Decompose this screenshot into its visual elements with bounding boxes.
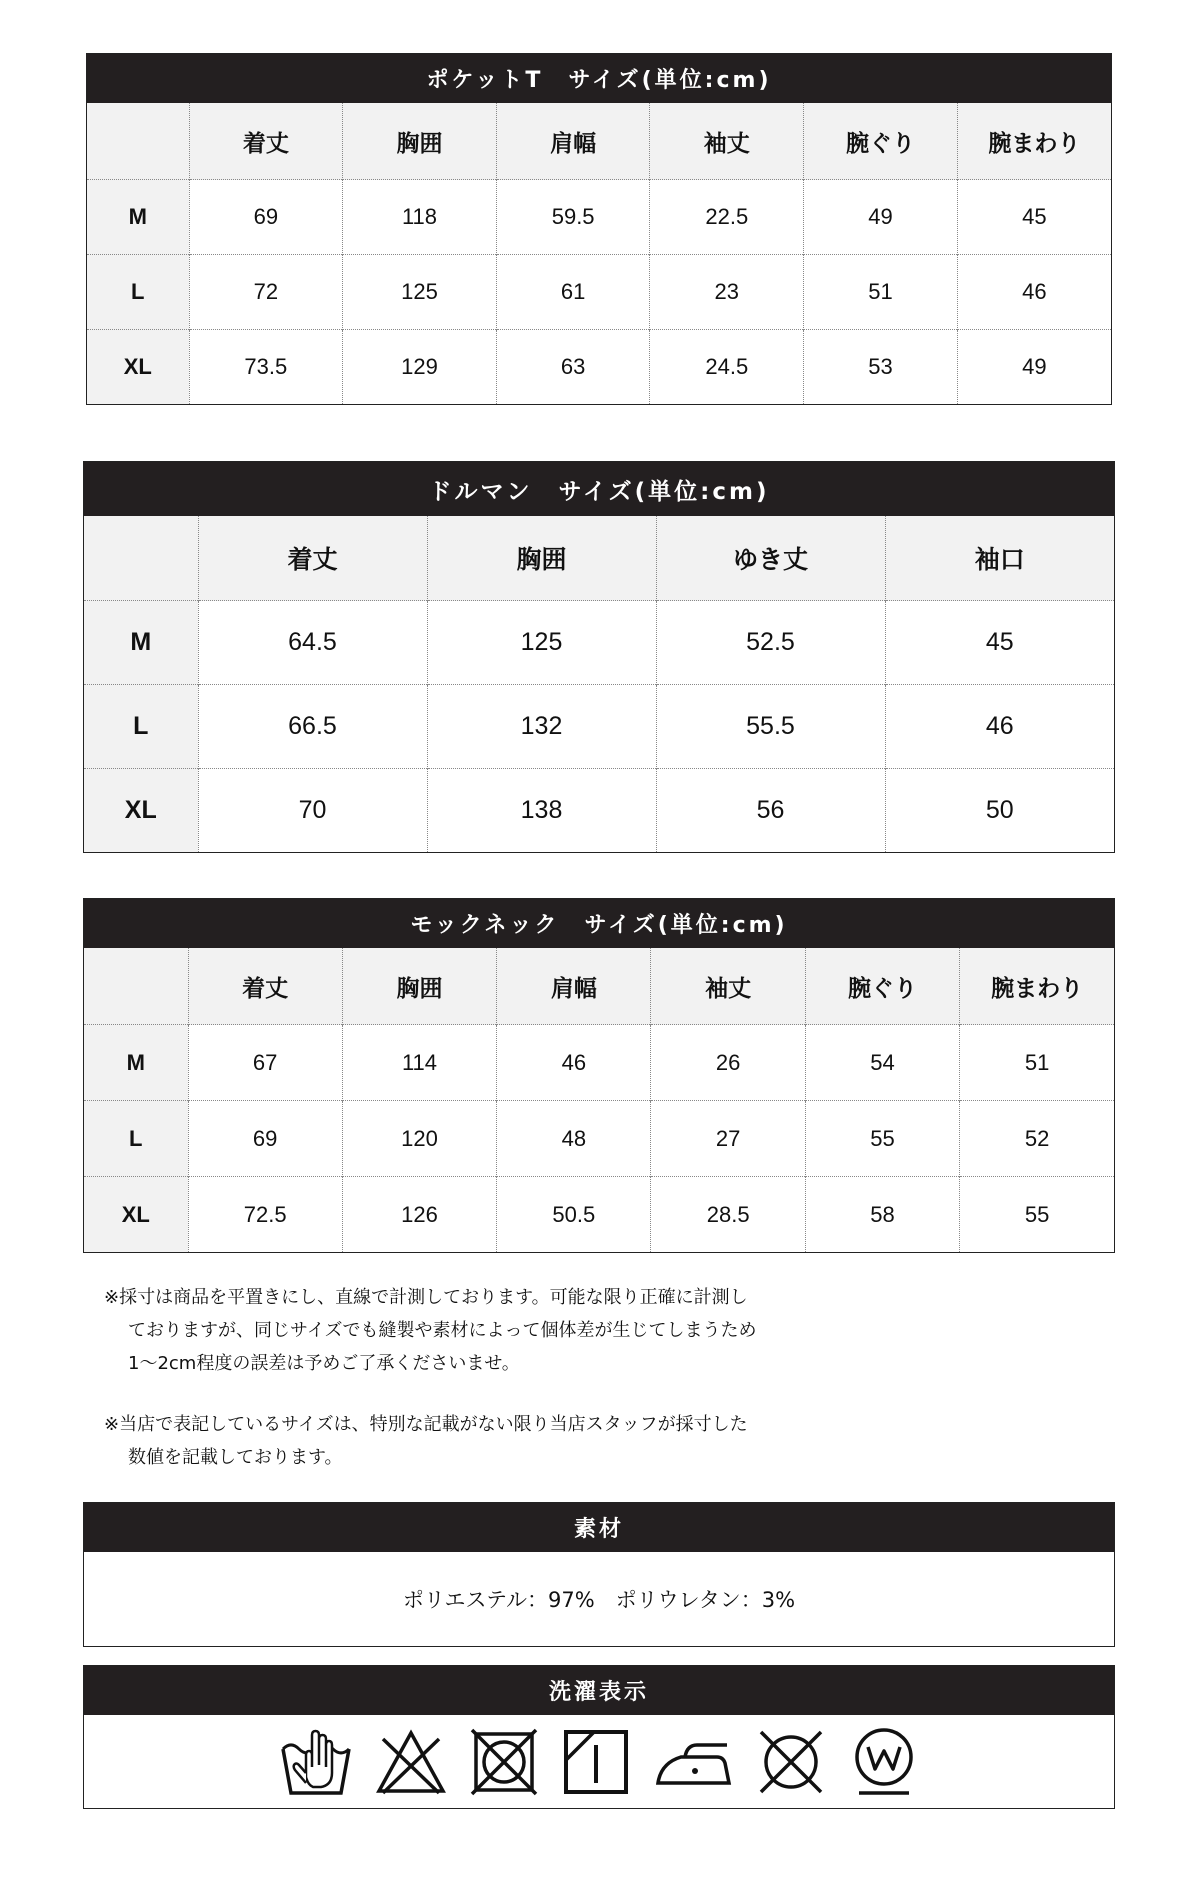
dolman-size-table (83, 461, 1115, 853)
size-label: L (87, 255, 189, 330)
header-cell: 肩幅 (496, 103, 650, 180)
size-label: M (84, 1025, 188, 1101)
table-cell: 54 (805, 1025, 959, 1101)
table-cell: 51 (804, 255, 958, 330)
table-header-row (84, 948, 1114, 1025)
table-row (87, 330, 1111, 405)
header-cell: 腕まわり (960, 948, 1114, 1025)
size-note (104, 1408, 748, 1474)
table-cell: 45 (885, 601, 1114, 685)
note-line: ※当店で表記しているサイズは、特別な記載がない限り当店スタッフが採寸した (104, 1414, 748, 1435)
low-iron-icon (653, 1727, 733, 1797)
table-cell: 61 (496, 255, 650, 330)
table-cell: 56 (656, 769, 885, 853)
table-header-row (84, 516, 1114, 601)
table-cell: 52.5 (656, 601, 885, 685)
table-header-row (87, 103, 1111, 180)
washing-block (83, 1665, 1115, 1809)
material-text: ポリエステル：97% ポリウレタン：3% (402, 1588, 796, 1612)
header-cell-blank (84, 516, 198, 601)
pocket-t-title: ポケットT サイズ(単位:cm) (87, 54, 1111, 103)
table-cell: 69 (189, 180, 343, 255)
table-cell: 114 (342, 1025, 496, 1101)
size-label: XL (87, 330, 189, 405)
no-tumble-dry-icon (469, 1727, 539, 1797)
table-cell: 28.5 (651, 1177, 805, 1253)
table-cell: 69 (188, 1101, 342, 1177)
washing-title: 洗濯表示 (84, 1666, 1114, 1715)
table-cell: 50.5 (497, 1177, 651, 1253)
table-cell: 55.5 (656, 685, 885, 769)
header-cell: 肩幅 (497, 948, 651, 1025)
mockneck-title: モックネック サイズ(単位:cm) (84, 899, 1114, 948)
header-cell: 腕まわり (957, 103, 1111, 180)
table-cell: 72.5 (188, 1177, 342, 1253)
material-block (83, 1502, 1115, 1647)
table-cell: 55 (805, 1101, 959, 1177)
header-cell: 着丈 (198, 516, 427, 601)
size-label: M (87, 180, 189, 255)
table-cell: 55 (960, 1177, 1114, 1253)
header-cell: 腕ぐり (804, 103, 958, 180)
table-cell: 53 (804, 330, 958, 405)
header-cell: 着丈 (188, 948, 342, 1025)
table-cell: 49 (804, 180, 958, 255)
table-cell: 46 (885, 685, 1114, 769)
wet-clean-icon (849, 1725, 919, 1799)
hand-wash-icon (279, 1727, 353, 1797)
header-cell: 着丈 (189, 103, 343, 180)
note-line: 数値を記載しております。 (128, 1447, 343, 1468)
table-cell: 26 (651, 1025, 805, 1101)
table-cell: 118 (343, 180, 497, 255)
size-label: XL (84, 769, 198, 853)
table-row (84, 685, 1114, 769)
table-cell: 70 (198, 769, 427, 853)
table-cell: 24.5 (650, 330, 804, 405)
table-cell: 72 (189, 255, 343, 330)
measurement-note (104, 1281, 757, 1380)
table-cell: 126 (342, 1177, 496, 1253)
mockneck-table (84, 948, 1114, 1252)
size-label: L (84, 1101, 188, 1177)
header-cell-blank (84, 948, 188, 1025)
table-cell: 64.5 (198, 601, 427, 685)
table-row (84, 601, 1114, 685)
table-cell: 46 (957, 255, 1111, 330)
mockneck-size-table (83, 898, 1115, 1253)
header-cell: 袖丈 (650, 103, 804, 180)
no-bleach-icon (375, 1727, 447, 1797)
table-row (84, 769, 1114, 853)
size-label: L (84, 685, 198, 769)
table-cell: 66.5 (198, 685, 427, 769)
table-cell: 59.5 (496, 180, 650, 255)
dolman-title: ドルマン サイズ(単位:cm) (84, 462, 1114, 516)
table-cell: 49 (957, 330, 1111, 405)
table-cell: 63 (496, 330, 650, 405)
table-cell: 23 (650, 255, 804, 330)
table-cell: 48 (497, 1101, 651, 1177)
table-cell: 50 (885, 769, 1114, 853)
table-cell: 45 (957, 180, 1111, 255)
header-cell: 胸囲 (343, 103, 497, 180)
table-cell: 129 (343, 330, 497, 405)
pocket-t-size-table (86, 53, 1112, 405)
size-label: XL (84, 1177, 188, 1253)
table-cell: 73.5 (189, 330, 343, 405)
header-cell: 胸囲 (427, 516, 656, 601)
table-row (84, 1101, 1114, 1177)
table-cell: 138 (427, 769, 656, 853)
table-cell: 120 (342, 1101, 496, 1177)
washing-icons (84, 1715, 1114, 1808)
table-cell: 67 (188, 1025, 342, 1101)
table-cell: 52 (960, 1101, 1114, 1177)
note-line: 1〜2cm程度の誤差は予めご了承くださいませ。 (128, 1353, 520, 1374)
dolman-table (84, 516, 1114, 852)
header-cell: ゆき丈 (656, 516, 885, 601)
table-cell: 58 (805, 1177, 959, 1253)
table-row (84, 1177, 1114, 1253)
size-label: M (84, 601, 198, 685)
header-cell-blank (87, 103, 189, 180)
table-cell: 51 (960, 1025, 1114, 1101)
header-cell: 腕ぐり (805, 948, 959, 1025)
note-line: ておりますが、同じサイズでも縫製や素材によって個体差が生じてしまうため (128, 1320, 757, 1341)
drip-dry-shade-icon (561, 1727, 631, 1797)
material-title: 素材 (84, 1503, 1114, 1552)
table-row (84, 1025, 1114, 1101)
table-cell: 125 (427, 601, 656, 685)
table-row (87, 180, 1111, 255)
table-cell: 22.5 (650, 180, 804, 255)
table-cell: 132 (427, 685, 656, 769)
table-cell: 125 (343, 255, 497, 330)
no-dry-clean-icon (755, 1727, 827, 1797)
header-cell: 胸囲 (342, 948, 496, 1025)
header-cell: 袖口 (885, 516, 1114, 601)
pocket-t-table (87, 103, 1111, 404)
table-cell: 46 (497, 1025, 651, 1101)
header-cell: 袖丈 (651, 948, 805, 1025)
note-line: ※採寸は商品を平置きにし、直線で計測しております。可能な限り正確に計測し (104, 1287, 748, 1308)
table-row (87, 255, 1111, 330)
table-cell: 27 (651, 1101, 805, 1177)
